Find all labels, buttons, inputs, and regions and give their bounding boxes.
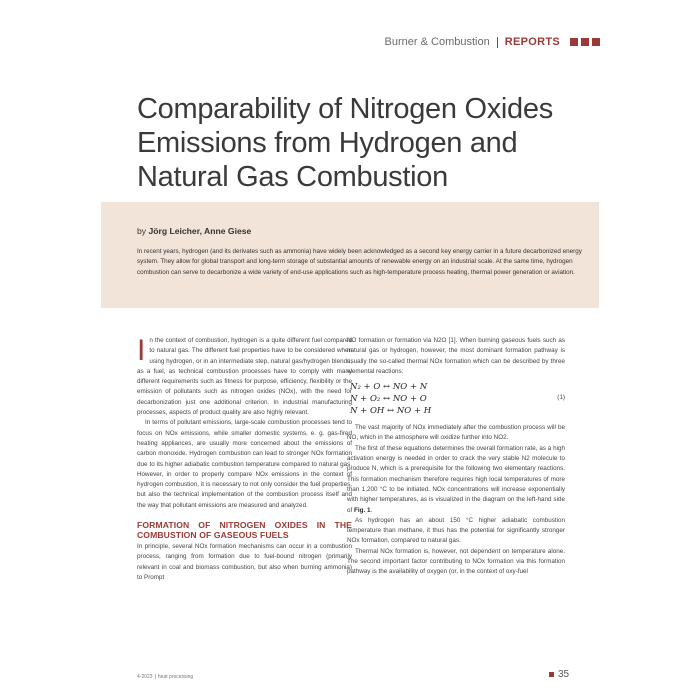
equation: N + OH ↔ NO + H bbox=[350, 406, 432, 417]
header-divider bbox=[497, 37, 498, 48]
intro-text: n the context of combustion, hydrogen is a quite different fuel compared to natural gas. The different fuel properties have to be considered when using hydrogen, or in an intermediate step, natural gas/hydrogen blends, as a fuel, as technical combustion processes have to comply with many different requirements such as fitness for purpose, efficiency, flexibility or the emission of pollutants such as nitrogen oxides (NOx), with the need for decarbonization just one additional criterion. In industrial manufacturing processes, aspects of product quality are also highly relevant. bbox=[137, 337, 352, 417]
journal-name: heat processing bbox=[157, 674, 194, 680]
article-title: Comparability of Nitrogen Oxides Emissions from Hydrogen and Natural Gas Combustion bbox=[137, 93, 553, 193]
byline bbox=[137, 226, 251, 236]
drop-cap: I bbox=[137, 334, 146, 367]
body-paragraph: The vast majority of NOx immediately after the combustion process will be NO, which in the atmosphere will oxidize further into NO2. bbox=[347, 424, 565, 442]
equation: N₂ + O ↔ NO + N bbox=[350, 382, 428, 393]
body-paragraph: In principle, several NOx formation mechanisms can occur in a combustion process, ranging from formation due to fuel-bound nitrogen (primarily relevant in coal and biomass combustion, but also when burning ammonia) to Prompt bbox=[137, 543, 352, 581]
header-squares-icon bbox=[570, 38, 600, 46]
body-paragraph: As hydrogen has an about 150 °C higher adiabatic combustion temperature than methane, it thus has the potential for significantly stronger NOx formation, compared to natural gas. bbox=[347, 516, 565, 545]
footer-divider: | bbox=[154, 674, 156, 680]
equation-number: (1) bbox=[557, 394, 565, 402]
figure-reference: Fig. 1 bbox=[354, 506, 371, 514]
body-column-left bbox=[137, 336, 352, 583]
authors: Jörg Leicher, Anne Giese bbox=[148, 226, 252, 236]
body-paragraph: The first of these equations determines the overall formation rate, as a high activation energy is needed in order to crack the very stable N2 molecule to produce N, which is a prerequisite for the following two elementary reactions. This formation mechanism therefore requires high local temperatures of more than 1,200 °C to be initiated. NOx concentrations will increase exponentially with higher temperatures, as is visualized in the diagram on the left-hand side of Fig. 1. bbox=[347, 444, 565, 514]
header-section: REPORTS bbox=[504, 36, 560, 48]
body-column-right bbox=[347, 336, 565, 578]
running-header bbox=[300, 34, 600, 50]
page-number: 35 bbox=[558, 669, 570, 680]
footer-page bbox=[549, 669, 569, 680]
section-heading: FORMATION OF NITROGEN OXIDES IN THE COMBUSTION OF GASEOUS FUELS bbox=[137, 520, 352, 541]
issue-number: 4-2023 bbox=[137, 674, 153, 680]
byline-prefix: by bbox=[137, 226, 147, 236]
abstract-text: In recent years, hydrogen (and its derivates such as ammonia) have widely been acknowledged as a second key energy carrier in a future decarbonized energy system. They allow for global transport and long-term storage of substantial amounts of renewable energy on an industrial scale. At the same time, hydrogen combustion can serve to decarbonize a wide variety of end-use applications such as high-temperature process heating, thermal power generation or aviation. bbox=[137, 248, 582, 276]
body-paragraph bbox=[137, 336, 352, 418]
body-paragraph: Thermal NOx formation is, however, not dependent on temperature alone. The second important factor contributing to NOx formation via this formation pathway is the availability of oxygen (or, in the context of oxy-fuel bbox=[347, 547, 565, 576]
equation-block bbox=[347, 381, 565, 417]
footer-issue bbox=[137, 674, 193, 680]
header-category: Burner & Combustion bbox=[384, 36, 490, 48]
paragraph-text: The first of these equations determines the overall formation rate, as a high activation energy is needed in order to crack the very stable N2 molecule to produce N, which is a prerequisite for the following two elementary reactions. This formation mechanism therefore requires high local temperatures of more than 1,200 °C to be initiated. NOx concentrations will increase exponentially with higher temperatures, as is visualized in the diagram on the left-hand side of bbox=[347, 444, 565, 514]
equation: N + O₂ ↔ NO + O bbox=[350, 394, 427, 405]
body-paragraph: In terms of pollutant emissions, large-scale combustion processes tend to focus on NOx emissions, while smaller domestic systems, e. g. gas-fired heating appliances, are usually more concerned about the emissions of carbon monoxide. Hydrogen combustion can lead to stronger NOx formation due to its higher adiabatic combustion temperature compared to natural gas. However, in order to properly compare NOx emissions in the context of hydrogen combustion, it is necessary to not only consider the fuel properties, but also the technical implementation of the combustion process itself and the way that pollutant emissions are measured and analyzed. bbox=[137, 419, 352, 509]
page-square-icon bbox=[549, 672, 554, 677]
body-paragraph: NO formation or formation via N2O [1]. When burning gaseous fuels such as natural gas or hydrogen, however, the most dominant formation pathway is usually the so-called thermal NOx formation which can be described by three elemental reactions: bbox=[347, 337, 565, 375]
